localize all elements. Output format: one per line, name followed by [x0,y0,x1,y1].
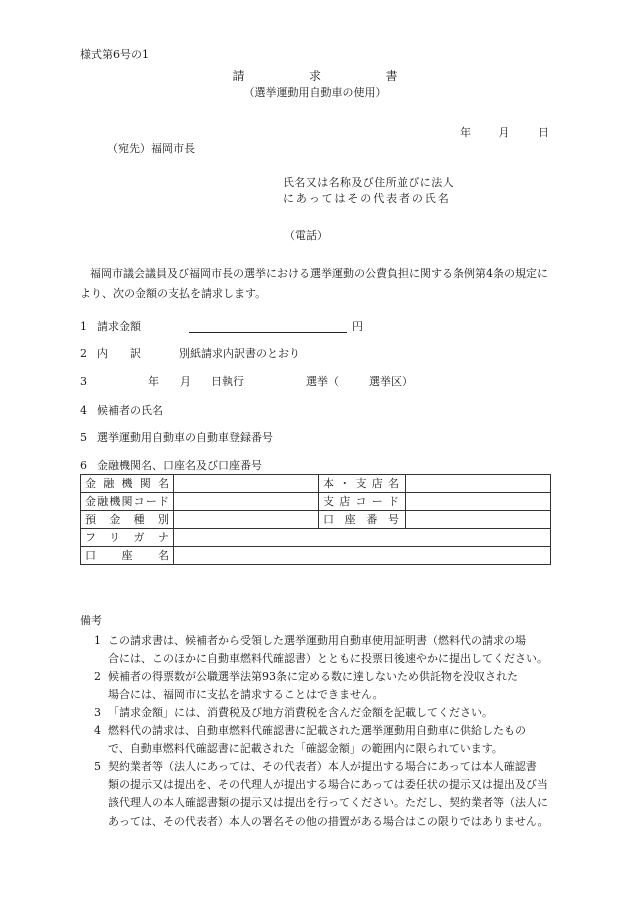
remark-number: 1 [94,634,101,647]
account-name-label: 口座名 [85,548,169,562]
remark-text-rest: 合には、このほかに自動車燃料代確認書）とともに投票日後速やかに提出してください。 [108,652,548,666]
item-vehicle-registration [80,431,273,444]
furigana-field[interactable] [174,529,551,547]
remark-text-rest: 場合には、福岡市に支払を請求することはできません。 [108,688,384,702]
item-claim-amount [80,320,141,333]
remark-text-first: 燃料代の請求は、自動車燃料代確認書に記載された選挙運動用自動車に供給したもの [108,724,526,737]
remark-text-rest: で、自動車燃料代確認書に記載された「確認金額」の範囲内に限られています。 [108,742,503,756]
table-row [81,529,551,547]
bank-name-label: 金融機関名 [85,476,169,490]
bank-account-table [80,474,551,565]
item-election-number [80,375,97,388]
furigana-label: フリガナ [85,530,169,544]
request-statement: 福岡市議会議員及び福岡市長の選挙における選挙運動の公費負担に関する条例第4条の規定により、次の金額の支払を請求します。 [80,267,548,300]
account-number-field[interactable] [406,511,551,529]
account-number-label: 口座番号 [323,512,399,526]
yen-unit: 円 [352,320,363,333]
item-breakdown-number [80,347,97,360]
remark-note [94,722,556,758]
table-row [81,475,551,493]
claimant-label-line1: 氏名又は名称及び住所並びに法人 [283,176,454,189]
election-year-label: 年 [148,375,159,388]
table-row [81,511,551,529]
bank-name-field[interactable] [174,475,319,493]
remark-text-rest: 類の提示又は提出を、その代理人が提出する場合にあっては委任状の提示又は提出及び当該代理人の本人確認書類の提示又は提出を行ってください。ただし、契約業者等（法人にあっては、その代表者）本人の署名その他の措置がある場合はこの限りではありません。 [108,778,549,828]
date-day: 日 [538,126,549,139]
phone-label: （電話） [284,229,328,242]
remark-number: 2 [94,670,101,683]
remark-number: 4 [94,724,101,737]
item-breakdown-label: 内 訳 [97,347,141,360]
item-label: 請求金額 [97,320,141,333]
remark-note [94,704,556,722]
remark-text-first: この請求書は、候補者から受領した選挙運動用自動車使用証明書（燃料代の請求の場 [108,634,526,647]
election-day-label: 日執行 [211,375,244,388]
branch-name-label: 本・支店名 [323,476,399,490]
item-number: 5 [80,431,87,444]
document-title: 請求書 [232,69,398,83]
remark-text-first: 「請求金額」には、消費税及び地方消費税を含んだ金額を記載してください。 [108,706,493,719]
remark-number: 5 [94,760,101,773]
table-row [81,547,551,565]
election-district-label: 選挙区） [369,375,413,388]
branch-code-label: 支店コード [323,494,399,508]
item-breakdown-value: 別紙請求内訳書のとおり [179,347,300,360]
addressee: （宛先）福岡市長 [107,142,195,155]
item-label: 金融機関名、口座名及び口座番号 [97,459,262,472]
date-year: 年 [460,126,471,139]
remark-text-first: 候補者の得票数が公職選挙法第93条に定める数に達しないため供託物を没収された [108,670,518,683]
claimant-label-line2: にあってはその代表者の氏名 [283,192,451,205]
remarks-title: 備考 [80,614,102,627]
item-number: 3 [80,375,87,388]
item-bank-info [80,459,262,472]
remark-note [94,758,556,831]
branch-code-field[interactable] [406,493,551,511]
election-name-label: 選挙（ [306,375,339,388]
item-number: 2 [80,347,87,360]
item-number: 4 [80,404,87,417]
bank-code-field[interactable] [174,493,319,511]
remark-number: 3 [94,706,101,719]
election-month-label: 月 [180,375,191,388]
account-name-field[interactable] [174,547,551,565]
branch-name-field[interactable] [406,475,551,493]
item-label: 選挙運動用自動車の自動車登録番号 [97,431,273,444]
item-label: 候補者の氏名 [97,404,163,417]
remark-note [94,668,556,704]
date-month: 月 [498,126,510,139]
claim-amount-field[interactable] [189,320,347,333]
deposit-type-label: 預金種別 [85,512,169,526]
remark-text-first: 契約業者等（法人にあっては、その代表者）本人が提出する場合にあっては本人確認書 [108,760,537,773]
bank-code-label: 金融機関コード [85,494,169,508]
item-number: 1 [80,320,87,333]
document-subtitle: （選挙運動用自動車の使用） [243,86,387,99]
form-number: 様式第6号の1 [80,48,149,61]
table-row [81,493,551,511]
document-title-row [0,69,630,83]
item-number: 6 [80,459,87,472]
remark-note [94,632,556,668]
date-line [460,126,549,139]
deposit-type-field[interactable] [174,511,319,529]
item-candidate-name [80,404,163,417]
